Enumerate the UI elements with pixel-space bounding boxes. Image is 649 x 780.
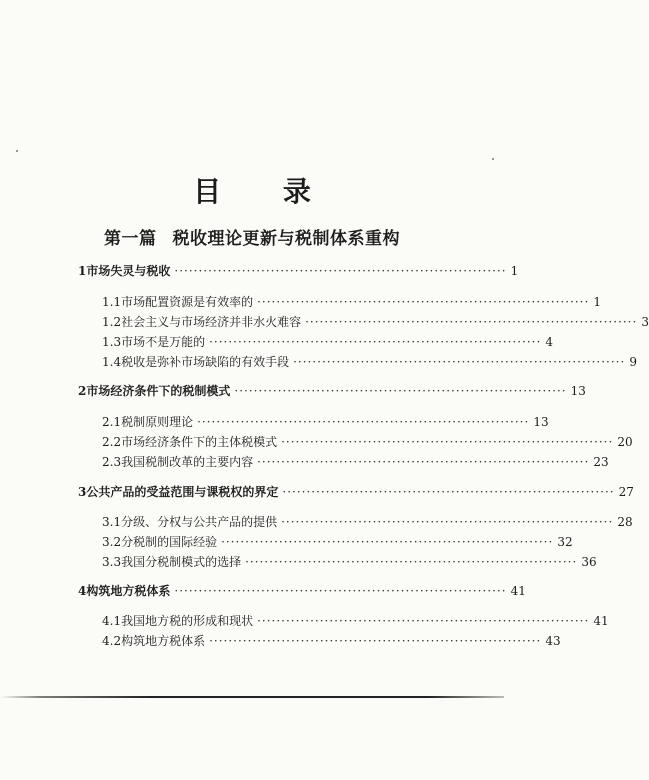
dot-leader: ····································································· — [282, 485, 615, 499]
section-number: 1.3 — [102, 335, 122, 349]
part-title: 税收理论更新与税制体系重构 — [172, 229, 400, 249]
dot-leader: ····································································· — [257, 455, 590, 469]
section-number: 3.1 — [102, 515, 122, 529]
chapter-page: 27 — [618, 485, 634, 499]
section-title: 我国地方税的形成和现状 — [121, 614, 254, 628]
section-number: 4.1 — [102, 614, 122, 628]
section-number: 2.1 — [102, 415, 122, 429]
dot-leader: ····································································· — [281, 515, 614, 529]
section-number: 1.2 — [102, 315, 122, 329]
dot-leader: ····································································· — [293, 355, 626, 369]
toc-chapter-2 — [78, 382, 586, 399]
dot-leader: ····································································· — [197, 415, 530, 429]
section-page: 13 — [533, 415, 549, 429]
section-title: 我国税制改革的主要内容 — [121, 455, 254, 469]
chapter-number: 1 — [78, 264, 87, 278]
toc-section-1-1 — [102, 293, 601, 310]
section-number: 2.3 — [102, 455, 122, 469]
toc-section-2-1 — [102, 413, 549, 430]
chapter-page: 1 — [510, 264, 519, 278]
part-label: 第一篇 — [104, 229, 157, 249]
toc-section-2-2 — [102, 433, 633, 450]
toc-chapter-4 — [78, 582, 526, 599]
section-number: 3.2 — [102, 535, 122, 549]
dot-leader: ····································································· — [245, 555, 578, 569]
dot-leader: ····································································· — [257, 295, 590, 309]
chapter-number: 4 — [78, 584, 87, 598]
section-page: 20 — [617, 435, 633, 449]
section-page: 4 — [545, 335, 553, 349]
section-page: 32 — [557, 535, 573, 549]
section-title: 分级、分权与公共产品的提供 — [121, 515, 278, 529]
section-title: 税制原则理论 — [121, 415, 194, 429]
section-page: 41 — [593, 614, 609, 628]
section-page: 3 — [641, 315, 649, 329]
dot-leader: ····································································· — [174, 584, 507, 598]
toc-chapter-1 — [78, 262, 519, 279]
chapter-page: 13 — [570, 384, 586, 398]
section-number: 1.4 — [102, 355, 122, 369]
section-number: 4.2 — [102, 634, 122, 648]
section-title: 社会主义与市场经济并非水火难容 — [121, 315, 302, 329]
section-title: 市场配置资源是有效率的 — [121, 295, 254, 309]
section-title: 我国分税制模式的选择 — [121, 555, 242, 569]
toc-section-2-3 — [102, 453, 609, 470]
section-title: 税收是弥补市场缺陷的有效手段 — [121, 355, 290, 369]
section-page: 23 — [593, 455, 609, 469]
dot-leader: ····································································· — [305, 315, 638, 329]
dot-leader: ····································································· — [281, 435, 614, 449]
toc-section-1-2 — [102, 313, 649, 330]
chapter-title: 构筑地方税体系 — [86, 584, 171, 598]
toc-section-1-3 — [102, 333, 553, 350]
chapter-page: 41 — [510, 584, 526, 598]
section-number: 3.3 — [102, 555, 122, 569]
bottom-rule — [0, 696, 504, 698]
dot-leader: ····································································· — [257, 614, 590, 628]
section-page: 36 — [581, 555, 597, 569]
section-number: 1.1 — [102, 295, 122, 309]
dot-leader: ····································································· — [234, 384, 567, 398]
section-page: 28 — [617, 515, 633, 529]
section-number: 2.2 — [102, 435, 122, 449]
chapter-title: 市场失灵与税收 — [86, 264, 171, 278]
section-page: 9 — [629, 355, 637, 369]
dot-leader: ····································································· — [174, 264, 507, 278]
toc-section-4-2 — [102, 632, 561, 649]
section-title: 构筑地方税体系 — [121, 634, 206, 648]
chapter-number: 3 — [78, 485, 87, 499]
chapter-title: 市场经济条件下的税制模式 — [86, 384, 231, 398]
section-title: 市场不是万能的 — [121, 335, 206, 349]
chapter-title: 公共产品的受益范围与课税权的界定 — [86, 485, 279, 499]
dot-leader: ····································································· — [209, 634, 542, 648]
toc-section-1-4 — [102, 353, 637, 370]
dot-leader: ····································································· — [221, 535, 554, 549]
section-title: 分税制的国际经验 — [121, 535, 218, 549]
scan-speck — [16, 150, 18, 152]
toc-section-3-1 — [102, 513, 633, 530]
section-title: 市场经济条件下的主体税模式 — [121, 435, 278, 449]
section-page: 43 — [545, 634, 561, 648]
toc-title: 目 录 — [193, 175, 337, 208]
toc-section-3-3 — [102, 553, 597, 570]
toc-section-3-2 — [102, 533, 573, 550]
dot-leader: ····································································· — [209, 335, 542, 349]
chapter-number: 2 — [78, 384, 87, 398]
toc-chapter-3 — [78, 483, 634, 500]
part-heading — [0, 224, 504, 249]
section-page: 1 — [593, 295, 601, 309]
scan-speck — [492, 158, 494, 160]
toc-section-4-1 — [102, 612, 609, 629]
